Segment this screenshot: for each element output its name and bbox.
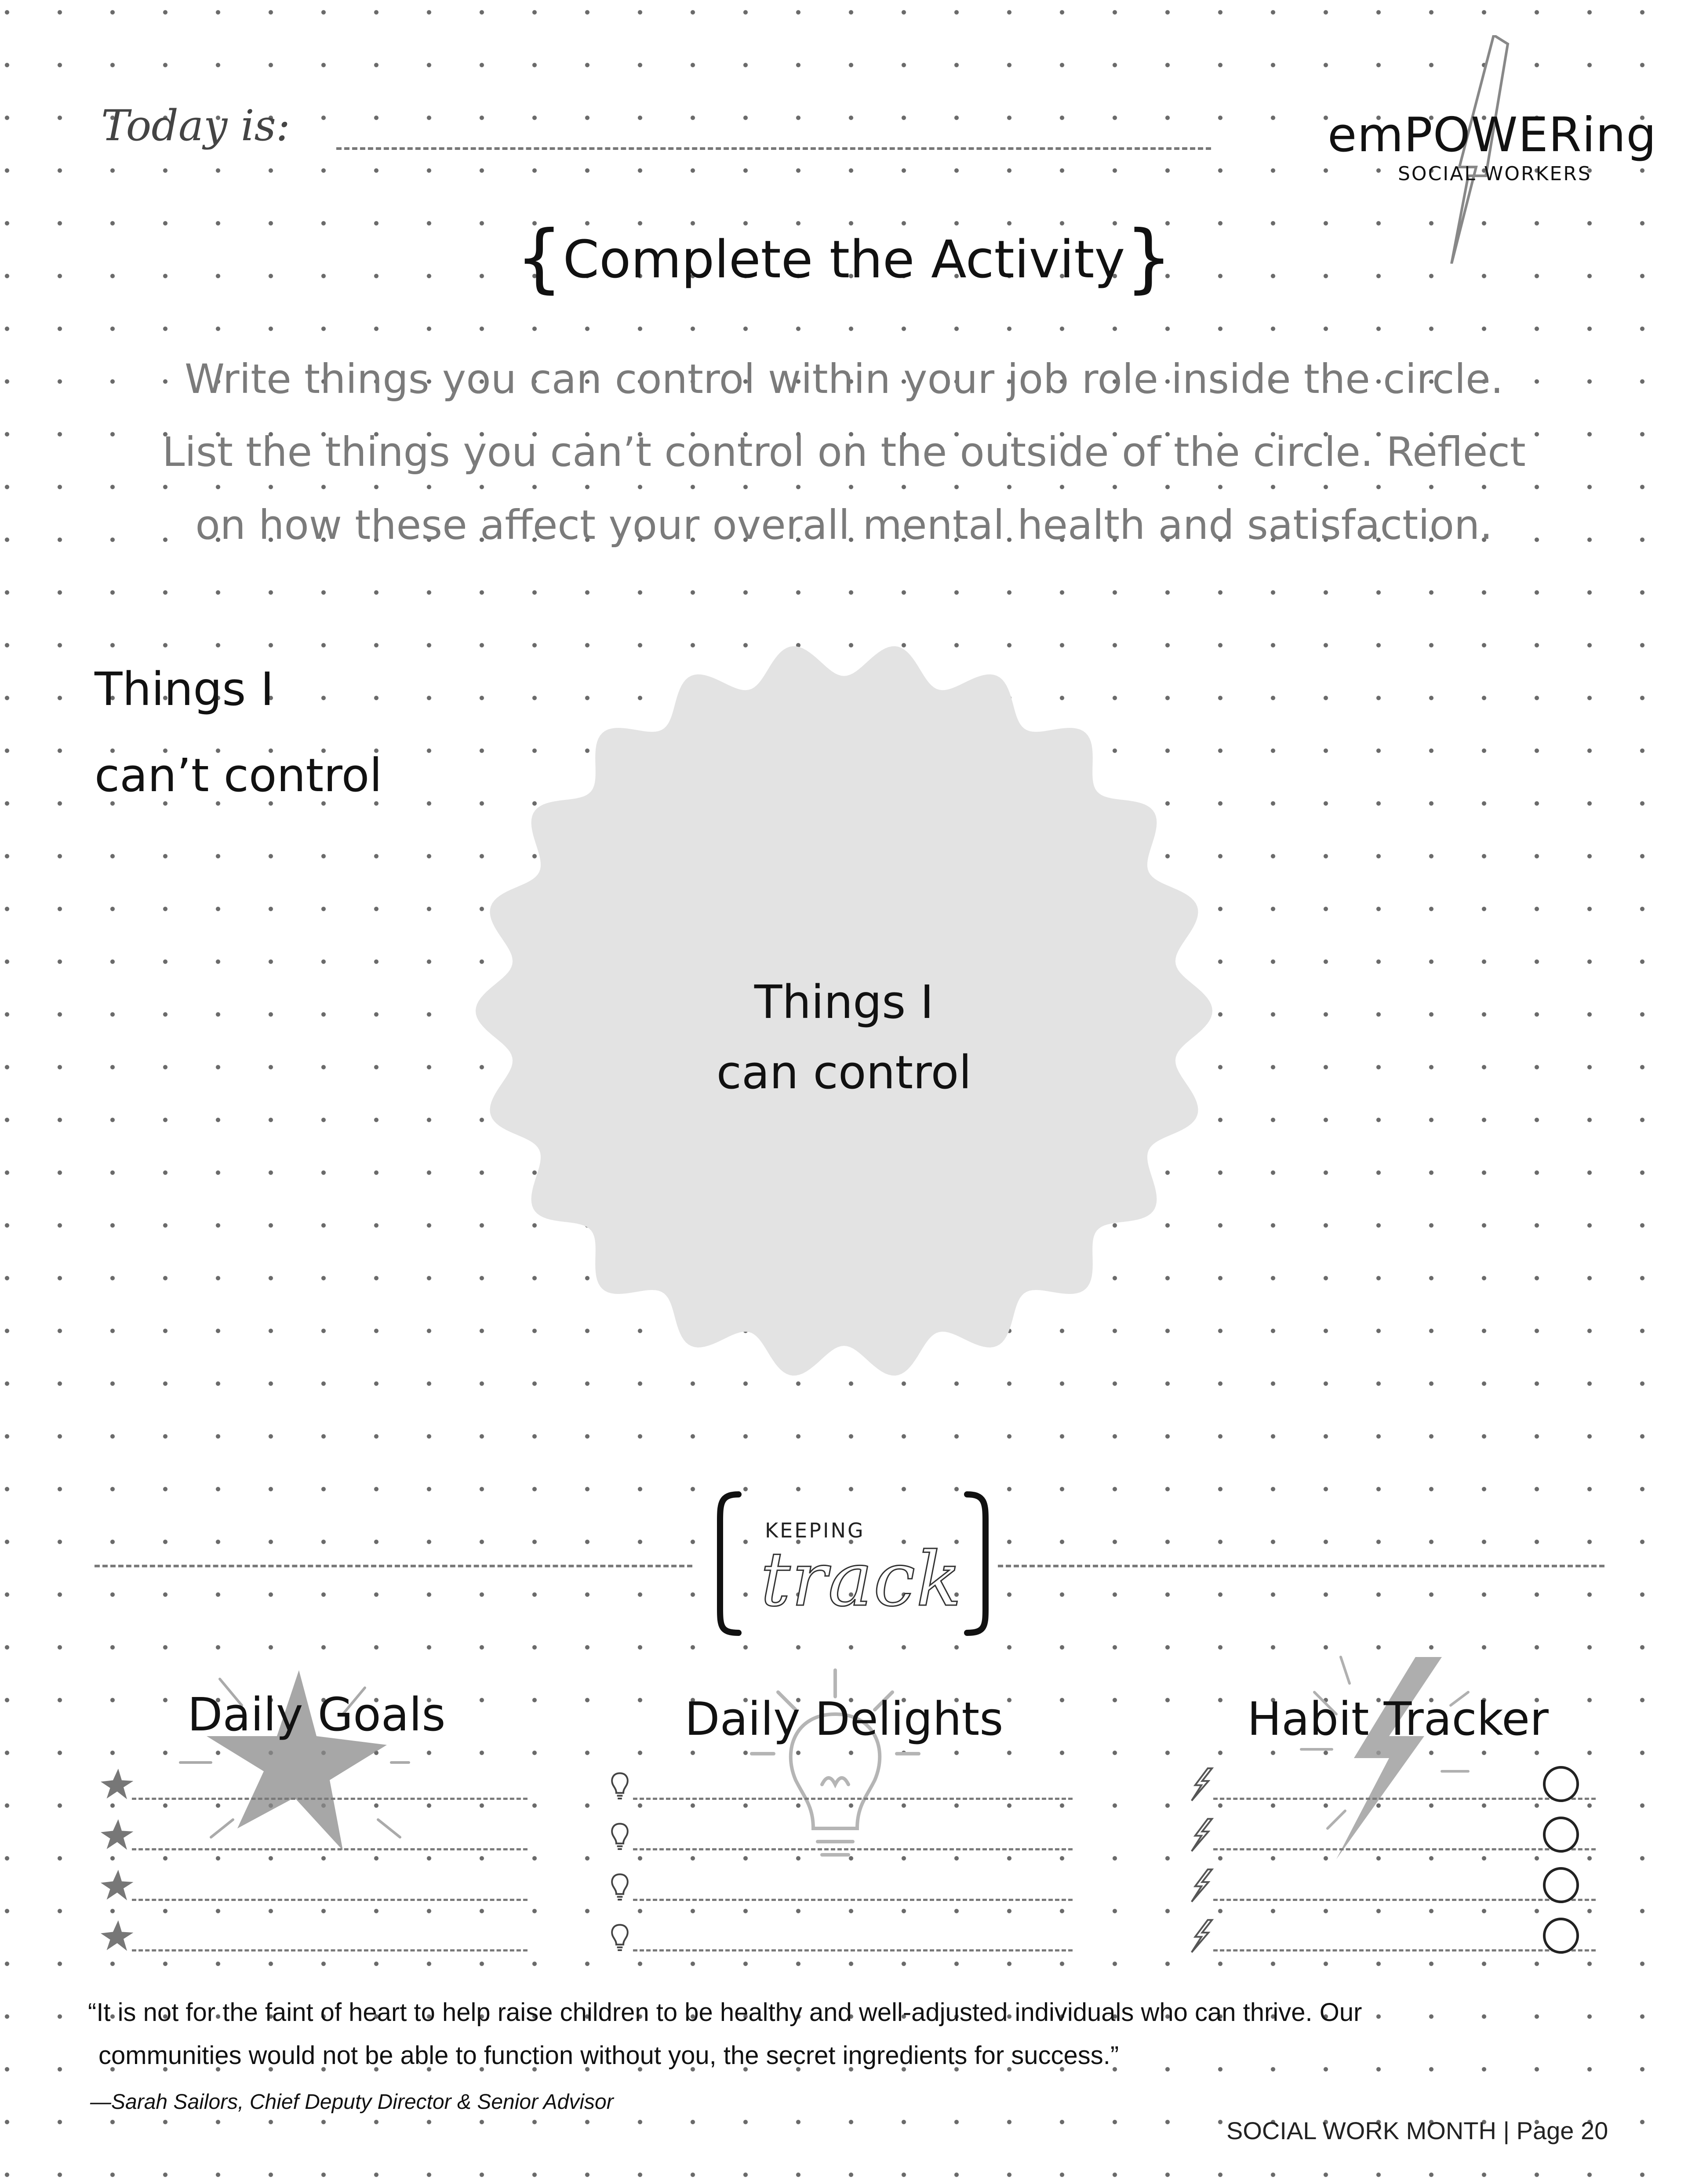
- quote: [88, 1991, 1600, 2077]
- daily-goals-title: Daily Goals: [187, 1688, 446, 1741]
- cant-control-label: [95, 646, 382, 818]
- lightbulb-icon: [602, 1767, 637, 1802]
- star-icon: [99, 1767, 134, 1802]
- track-label: track: [760, 1536, 963, 1623]
- instruction-line: Write things you can control within your job role inside the circle.: [184, 356, 1504, 403]
- goals-star-decoration-icon: [167, 1653, 413, 1864]
- divider-right: [998, 1565, 1604, 1567]
- delight-write-line[interactable]: [633, 1949, 1073, 1951]
- habit-write-line[interactable]: [1213, 1798, 1596, 1800]
- star-icon: [99, 1919, 134, 1954]
- lightning-bolt-icon: [1182, 1919, 1218, 1954]
- date-write-line[interactable]: [336, 147, 1211, 150]
- star-icon: [99, 1868, 134, 1903]
- habit-write-line[interactable]: [1213, 1899, 1596, 1901]
- instruction-line: List the things you can’t control on the outside of the circle. Reflect: [162, 429, 1526, 476]
- instruction-line: on how these affect your overall mental health and satisfaction.: [195, 501, 1493, 549]
- quote-line: “It is not for the faint of heart to help raise children to be healthy and well-adjusted individuals who can thrive. Our: [88, 1998, 1362, 2027]
- goal-write-line[interactable]: [132, 1949, 528, 1951]
- lightbulb-icon: [602, 1919, 637, 1954]
- right-brace-icon: }: [1125, 214, 1173, 302]
- activity-title: [0, 214, 1688, 307]
- star-icon: [99, 1817, 134, 1853]
- logo-wordmark: emPOWERing: [1328, 108, 1657, 163]
- lightning-bolt-icon: [1182, 1817, 1218, 1853]
- quote-attribution: —Sarah Sailors, Chief Deputy Director & Senior Advisor: [90, 2090, 614, 2114]
- habit-bolt-decoration-icon: [1275, 1639, 1477, 1877]
- delight-write-line[interactable]: [633, 1899, 1073, 1901]
- cant-control-label-line: can’t control: [95, 749, 382, 802]
- delight-write-line[interactable]: [633, 1848, 1073, 1850]
- lightbulb-icon: [602, 1868, 637, 1903]
- activity-title-text: Complete the Activity: [563, 229, 1125, 290]
- goal-write-line[interactable]: [132, 1899, 528, 1901]
- left-brace-icon: {: [515, 214, 563, 302]
- lightning-bolt-icon: [1182, 1767, 1218, 1802]
- daily-delights-title: Daily Delights: [684, 1692, 1004, 1746]
- habit-checkbox[interactable]: [1543, 1766, 1579, 1802]
- lightning-bolt-icon: [1182, 1868, 1218, 1903]
- divider-left: [95, 1565, 692, 1567]
- delights-bulb-decoration-icon: [738, 1653, 932, 1881]
- habit-checkbox[interactable]: [1543, 1817, 1579, 1853]
- can-control-label-line: Things I: [754, 975, 934, 1029]
- can-control-label: [615, 967, 1073, 1108]
- quote-line: communities would not be able to function without you, the secret ingredients for success.”: [98, 2041, 1119, 2070]
- habit-checkbox[interactable]: [1543, 1867, 1579, 1903]
- cant-control-label-line: Things I: [95, 662, 274, 716]
- keeping-label: KEEPING: [765, 1519, 865, 1542]
- goal-write-line[interactable]: [132, 1798, 528, 1800]
- lightbulb-icon: [602, 1817, 637, 1853]
- activity-instructions: [79, 343, 1609, 562]
- habit-write-line[interactable]: [1213, 1848, 1596, 1850]
- logo-subtitle: SOCIAL WORKERS: [1398, 163, 1592, 185]
- page-footer: SOCIAL WORK MONTH | Page 20: [1226, 2117, 1608, 2144]
- goal-write-line[interactable]: [132, 1848, 528, 1850]
- today-label: Today is:: [101, 101, 291, 150]
- habit-tracker-title: Habit Tracker: [1247, 1692, 1549, 1746]
- delight-write-line[interactable]: [633, 1798, 1073, 1800]
- can-control-label-line: can control: [716, 1046, 972, 1099]
- habit-write-line[interactable]: [1213, 1949, 1596, 1951]
- habit-checkbox[interactable]: [1543, 1918, 1579, 1954]
- keeping-track-badge: [712, 1486, 993, 1644]
